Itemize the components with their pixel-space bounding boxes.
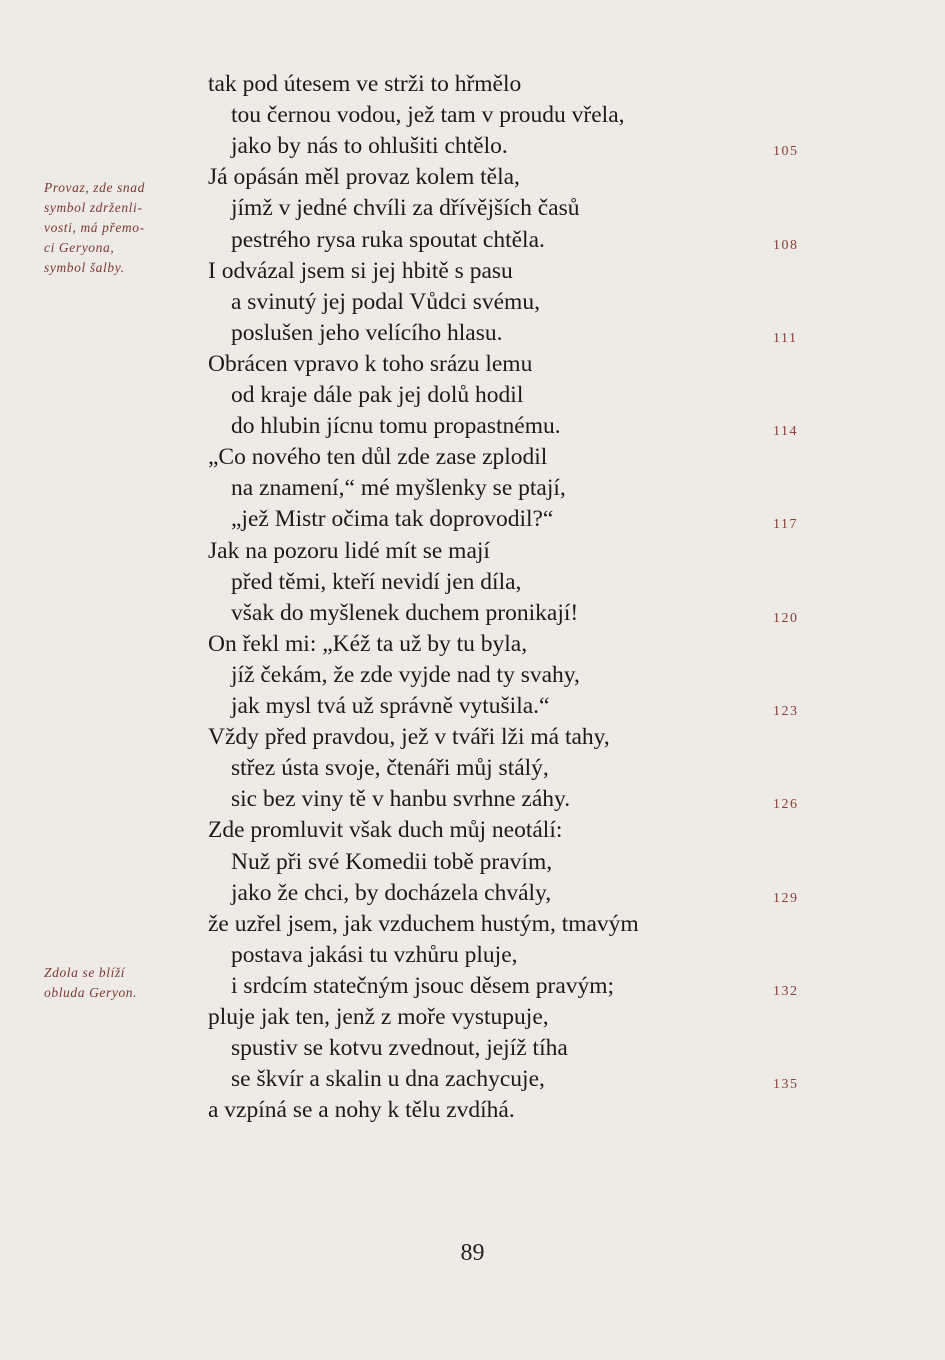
verse-line: jímž v jedné chvíli za dřívějších časů xyxy=(231,195,580,222)
line-number: 117 xyxy=(773,517,798,533)
verse-line: tou černou vodou, jež tam v proudu vřela, xyxy=(231,102,625,129)
verse-line: a vzpíná se a nohy k tělu zvdíhá. xyxy=(208,1097,515,1124)
verse-line: Zde promluvit však duch můj neotálí: xyxy=(208,817,563,844)
verse-line: On řekl mi: „Kéž ta už by tu byla, xyxy=(208,630,528,657)
line-number: 111 xyxy=(773,330,798,346)
verse-line: Obrácen vpravo k toho srázu lemu xyxy=(208,350,533,377)
verse-line: sic bez viny tě v hanbu svrhne záhy. xyxy=(231,786,571,813)
verse-line: Jak na pozoru lidé mít se mají xyxy=(208,537,490,564)
verse-line: postava jakási tu vzhůru pluje, xyxy=(231,941,518,968)
line-number: 123 xyxy=(773,704,799,719)
verse-line: poslušen jeho velícího hlasu. xyxy=(231,319,503,346)
verse-line: však do myšlenek duchem pronikají! xyxy=(231,599,579,626)
verse-line: na znamení,“ mé myšlenky se ptají, xyxy=(231,475,566,502)
verse-line: jako že chci, by docházela chvály, xyxy=(231,879,552,906)
line-number: 135 xyxy=(773,1077,799,1093)
line-number: 126 xyxy=(773,797,799,813)
verse-line: „jež Mistr očima tak doprovodil?“ xyxy=(231,506,554,533)
verse-line: Nuž při své Komedii tobě pravím, xyxy=(231,848,553,875)
verse-line: Vždy před pravdou, jež v tváři lži má tahy, xyxy=(208,724,610,751)
verse-line: pestrého rysa ruka spoutat chtěla. xyxy=(231,226,545,253)
gloss-line: vosti, má přemo- xyxy=(44,220,145,235)
verse-line: pluje jak ten, jenž z moře vystupuje, xyxy=(208,1004,549,1030)
gloss-line: symbol šalby. xyxy=(44,260,125,275)
verse-line: „Co nového ten důl zde zase zplodil xyxy=(208,444,548,471)
gloss-line: ci Geryona, xyxy=(44,240,115,255)
gloss-line: obluda Geryon. xyxy=(44,985,138,1000)
gloss-line: Provaz, zde snad xyxy=(44,180,145,195)
verse-line: před těmi, kteří nevidí jen díla, xyxy=(231,568,522,595)
gloss-line: symbol zdrženli- xyxy=(44,200,143,215)
verse-line: jako by nás to ohlušiti chtělo. xyxy=(231,133,508,160)
verse-line: jak mysl tvá už správně vytušila.“ xyxy=(231,693,550,719)
verse-line: Já opásán měl provaz kolem těla, xyxy=(208,164,520,191)
verse-line: tak pod útesem ve strži to hřmělo xyxy=(208,71,522,97)
verse-line: spustiv se kotvu zvednout, jejíž tíha xyxy=(231,1035,568,1062)
verse-line: se škvír a skalin u dna zachycuje, xyxy=(231,1066,545,1093)
verse-line: I odvázal jsem si jej hbitě s pasu xyxy=(208,257,513,284)
verse-line: střez ústa svoje, čtenáři můj stálý, xyxy=(231,755,549,782)
line-number: 108 xyxy=(773,237,799,253)
line-number: 132 xyxy=(773,983,799,999)
gloss-line: Zdola se blíží xyxy=(44,965,126,980)
verse-line: že uzřel jsem, jak vzduchem hustým, tmavým xyxy=(208,910,639,937)
verse-line: i srdcím statečným jsouc děsem pravým; xyxy=(231,972,615,999)
verse-line: jíž čekám, že zde vyjde nad ty svahy, xyxy=(231,661,580,688)
page-number: 89 xyxy=(460,1240,485,1266)
line-number: 105 xyxy=(773,144,799,160)
verse-line: od kraje dále pak jej dolů hodil xyxy=(231,382,524,408)
line-number: 120 xyxy=(773,610,799,626)
verse-line: a svinutý jej podal Vůdci svému, xyxy=(231,288,540,315)
verse-line: do hlubin jícnu tomu propastnému. xyxy=(231,413,561,440)
line-number: 114 xyxy=(773,424,798,440)
line-number: 129 xyxy=(773,890,799,906)
